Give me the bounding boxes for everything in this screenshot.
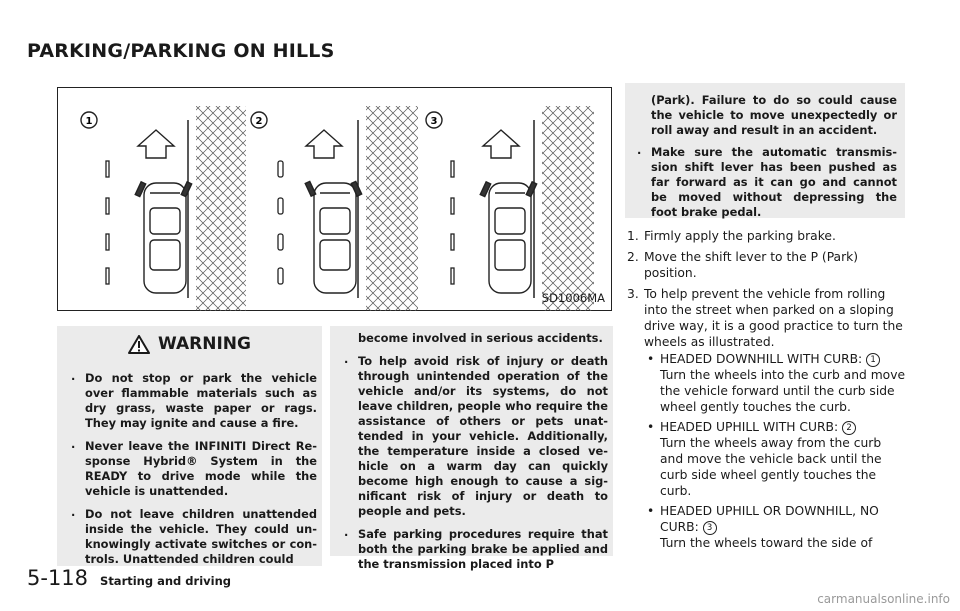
parking-diagram — [58, 88, 613, 312]
warning-list-continued — [340, 331, 608, 580]
step-item — [627, 249, 907, 281]
warning-list — [67, 371, 317, 575]
warning-box-continued — [330, 326, 613, 571]
curb-hatch-2 — [366, 106, 418, 311]
sub-item — [644, 503, 907, 535]
bullet: • — [647, 504, 655, 518]
step-text: Firmly apply the parking brake. — [644, 229, 836, 243]
step-item — [627, 228, 907, 244]
section-name: Starting and driving — [100, 574, 231, 588]
sub-item-label: HEADED UPHILL WITH CURB: — [660, 420, 839, 434]
watermark: carmanualsonline.info — [817, 592, 950, 606]
step-number: 3. — [627, 287, 639, 301]
warning-continuation: (Park). Failure to do so could cause the vehicle to move unexpectedly or roll away and result in an accident. — [651, 93, 897, 137]
bullet: • — [647, 420, 655, 434]
warning-continuation: become involved in serious accidents. — [358, 331, 603, 345]
circled-number-3-icon: 3 — [703, 521, 717, 535]
warning-heading — [57, 326, 322, 362]
circled-number-1-icon: 1 — [866, 353, 880, 367]
step-text: To help prevent the vehicle from rolling into the street when parked on a sloping drive way, it is a good practice to turn the wheels as illustrated. — [644, 287, 903, 349]
warning-box — [57, 326, 322, 566]
page-number: 5-118 — [27, 566, 89, 590]
page-footer — [27, 566, 231, 590]
car-1 — [135, 182, 191, 293]
sub-item-label: HEADED UPHILL OR DOWNHILL, NO CURB: — [660, 504, 879, 534]
panel-label-1: 1 — [85, 116, 93, 127]
arrow-up-icon — [138, 130, 174, 158]
curb-hatch-3 — [542, 106, 594, 311]
warning-item: . Make sure the automatic transmis-sion shift lever has been pushed as far forward as it can go and cannot be moved without depressing the foot brake pedal. — [633, 145, 897, 220]
warning-item: . To help avoid risk of injury or death through unintended operation of the vehicle and/or its systems, do not leave children, people who require the assistance of others or pets unat-tended in your vehicle. Additionally, the temperature inside a closed ve-hicle on a warm day can quickly become high enough to cause a sig-nificant risk of injury or death to people and pets. — [340, 354, 608, 519]
warning-box-continued-2 — [625, 83, 905, 218]
warning-item: . Do not leave children unattended inside the vehicle. They could un-knowingly activate switches or con-trols. Unattended children could — [67, 507, 317, 567]
step-item — [627, 286, 907, 551]
sub-item — [644, 351, 907, 367]
panel-label-2: 2 — [255, 116, 263, 127]
warning-list-continued-2 — [633, 93, 897, 227]
sub-item-text: Turn the wheels toward the side of — [660, 536, 873, 550]
page-title: PARKING/PARKING ON HILLS — [27, 40, 335, 62]
sub-item-text: Turn the wheels away from the curb and move the vehicle back until the curb side wheel gently touches the curb. — [660, 436, 882, 498]
step-number: 2. — [627, 250, 639, 264]
warning-triangle-icon — [128, 335, 150, 354]
panel-label-3: 3 — [430, 116, 438, 127]
sub-item-text: Turn the wheels into the curb and move the vehicle forward until the curb side wheel gently touches the curb. — [660, 368, 906, 414]
sub-item — [644, 419, 907, 435]
car-3 — [480, 182, 536, 293]
step-text: Move the shift lever to the P (Park) position. — [644, 250, 859, 280]
car-2 — [305, 181, 361, 293]
warning-item: . Safe parking procedures require that both the parking brake be applied and the transmission placed into P — [340, 527, 608, 572]
step-number: 1. — [627, 229, 639, 243]
curb-hatch-1 — [196, 106, 246, 311]
warning-item: . Never leave the INFINITI Direct Re-sponse Hybrid® System in the READY to drive mode while the vehicle is unattended. — [67, 439, 317, 499]
warning-item: . Do not stop or park the vehicle over flammable materials such as dry grass, waste paper or rags. They may ignite and cause a fire. — [67, 371, 317, 431]
figure-code: SD1006MA — [541, 291, 605, 305]
circled-number-2-icon: 2 — [842, 421, 856, 435]
parking-illustration — [57, 87, 612, 311]
sub-item-label: HEADED DOWNHILL WITH CURB: — [660, 352, 863, 366]
parking-steps — [627, 228, 907, 556]
bullet: • — [647, 352, 655, 366]
warning-heading-text: WARNING — [158, 334, 251, 354]
